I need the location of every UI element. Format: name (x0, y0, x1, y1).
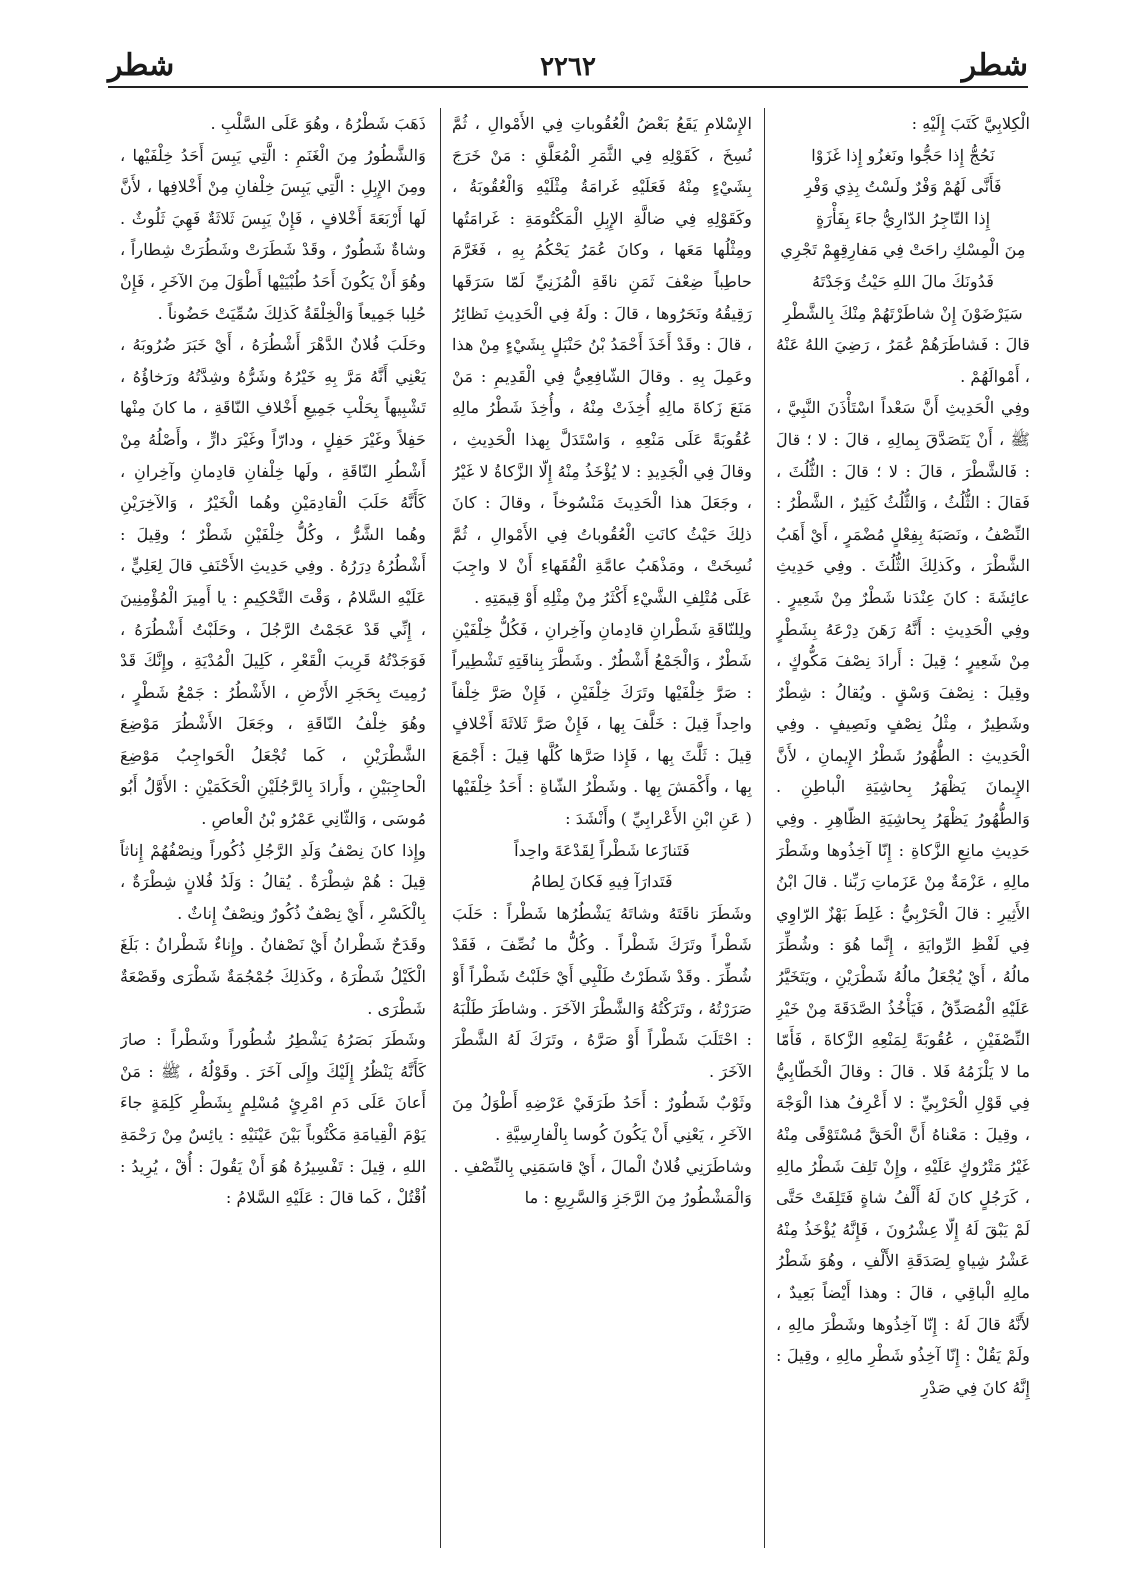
left-para-5: وقَدَحٌ شَطْرانُ أَيْ نَصْفانُ . وإِناءٌ شَطْرانُ : بَلَغَ الْكَيْلُ شَطْرَهُ ، وكَذلِكَ جُمْجُمَةٌ شَطْرَى وقَصْعَةٌ شَطْرَى . (120, 935, 426, 1018)
mid-verse-2: فَتَدارَآ فِيهِ فَكانَ لِطامُ (531, 872, 673, 892)
left-para-6: وشَطَرَ بَصَرُهُ يَشْطِرُ شُطُوراً وشَطْراً : صارَ كَأَنَّهُ يَنْظُرُ إِلَيْكَ وإِلَى آخَرَ . وقَوْلُهُ ، ﷺ : مَنْ أَعانَ عَلَى دَمِ امْرِئٍ مُسْلِمٍ بِشَطْرِ كَلِمَةٍ جاءَ يَوْمَ الْقِيامَةِ مَكْتُوباً بَيْنَ عَيْنَيْهِ : يائِسٌ مِنْ رَحْمَةِ اللهِ ، قِيلَ : تَفْسِيرُهُ هُوَ أَنْ يَقُولَ : أُقْ ، يُرِيدُ : اُقْتُلْ ، كَما قالَ : عَلَيْهِ السَّلامُ : (120, 1030, 426, 1208)
right-verse-4: مِنَ الْمِسْكِ راحَتْ فِي مَفارِقِهِمْ تَجْرِي (780, 240, 1026, 260)
mid-para-1: الإِسْلامِ يَقَعُ بَعْضُ الْعُقُوباتِ فِي الأَمْوالِ ، ثُمَّ نُسِخَ ، كَقَوْلِهِ فِي الثَّمَرِ الْمُعَلَّقِ : مَنْ خَرَجَ بِشَيْءٍ مِنْهُ فَعَلَيْهِ غَرامَةُ مِثْلَيْهِ وَالْعُقُوبَةُ ، وكَقَوْلِهِ فِي ضالَّةِ الإِبِلِ الْمَكْتُومَةِ : غَرامَتُها ومِثْلُها مَعَها ، وكانَ عُمَرُ يَحْكُمُ بِهِ ، فَغَرَّمَ حاطِباً ضِعْفَ ثَمَنِ ناقَةِ الْمُزَنِيِّ لَمّا سَرَقَها رَقِيقُهُ ونَحَرُوها ، قالَ : ولَهُ فِي الْحَدِيثِ نَظائِرُ ، قالَ : وقَدْ أَخَذَ أَحْمَدُ بْنُ حَنْبَلٍ بِشَيْءٍ مِنْ هذا وعَمِلَ بِهِ . وقالَ الشّافِعِيُّ فِي الْقَدِيمِ : مَنْ مَنَعَ زَكاةَ مالِهِ أُخِذَتْ مِنْهُ ، وأُخِذَ شَطْرُ مالِهِ عُقُوبَةً عَلَى مَنْعِهِ ، وَاسْتَدَلَّ بِهذا الْحَدِيثِ ، وقالَ فِي الْجَدِيدِ : لا يُؤْخَذُ مِنْهُ إِلّا الزَّكاةُ لا غَيْرُ ، وجَعَلَ هذا الْحَدِيثَ مَنْسُوخاً ، وقالَ : كانَ ذلِكَ حَيْثُ كانَتِ الْعُقُوباتُ فِي الأَمْوالِ ، ثُمَّ نُسِخَتْ ، ومَذْهَبُ عامَّةِ الْفُقَهاءِ أَنْ لا واجِبَ عَلَى مُتْلِفِ الشَّيْءِ أَكْثَرُ مِنْ مِثْلِهِ أَوْ قِيمَتِهِ . (452, 114, 752, 607)
left-para-2: وَالشَّطُورُ مِنَ الْغَنَمِ : الَّتِي يَبِسَ أَحَدُ خِلْفَيْها ، ومِنَ الإِبِلِ : الَّتِي يَبِسَ خِلْفانِ مِنْ أَخْلافِها ، لأَنَّ لَها أَرْبَعَةَ أَخْلافٍ ، فَإِنْ يَبِسَ ثَلاثَةٌ فَهِيَ ثَلُوثٌ . وشاةٌ شَطُورٌ ، وقَدْ شَطَرَتْ وشَطُرَتْ شِطاراً ، وهُوَ أَنْ يَكُونَ أَحَدُ طُبْيَيْها أَطْوَلَ مِنَ الآخَرِ ، فَإِنْ حُلِبا جَمِيعاً وَالْخِلْقَةُ كَذلِكَ سُمِّيَتْ حَضُوناً . (120, 145, 426, 323)
mid-para-4: وثَوْبٌ شَطُورٌ : أَحَدُ طَرَفَيْ عَرْضِهِ أَطْوَلُ مِنَ الآخَرِ ، يَعْنِي أَنْ يَكُونَ كُوسا بِالْفارِسِيَّةِ . (452, 1093, 752, 1144)
right-verse-5: فَدُونَكَ مالَ اللهِ حَيْثُ وَجَدْتَهُ (812, 271, 994, 291)
page-number: ٢٢٦٢ (540, 52, 596, 82)
right-verse-1: نَحُجُّ إِذا حَجُّوا ونَغزُو إِذا غَزَوْا (811, 145, 995, 165)
right-para-2: قالَ : فَشاطَرَهُمْ عُمَرُ ، رَضِيَ اللهُ عَنْهُ ، أَمْوالَهُمْ . (776, 335, 1030, 386)
column-middle (452, 108, 752, 1548)
column-left (120, 108, 426, 1548)
left-para-4: وإِذا كانَ نِصْفُ وَلَدِ الرَّجُلِ ذُكُوراً ونِصْفُهُمْ إِناثاً قِيلَ : هُمْ شِطْرَةٌ . يُقالُ : وَلَدُ فُلانٍ شِطْرَةٌ ، بِالْكَسْرِ ، أَيْ نِصْفٌ ذُكُورٌ ونِصْفٌ إِناثٌ . (120, 840, 426, 923)
left-para-3: وحَلَبَ فُلانٌ الدَّهْرَ أَشْطُرَهُ ، أَيْ خَبَرَ ضُرُوبَهُ ، يَعْنِي أَنَّهُ مَرَّ بِهِ خَيْرُهُ وشَرُّهُ وشِدَّتُهُ ورَخاؤُهُ ، تَشْبِيهاً بِحَلْبِ جَمِيعِ أَخْلافِ النّاقَةِ ، ما كانَ مِنْها حَفِلاً وغَيْرَ حَفِلٍ ، ودارّاً وغَيْرَ دارٍّ ، وأَصْلُهُ مِنْ أَشْطُرِ النّاقَةِ ، ولَها خِلْفانِ قادِمانِ وآخِرانِ ، كَأَنَّهُ حَلَبَ الْقادِمَيْنِ وهُما الْخَيْرُ ، وَالآخِرَيْنِ وهُما الشَّرُّ ، وكُلُّ خِلْفَيْنِ شَطْرٌ ؛ وقِيلَ : أَشْطُرُهُ دِرَرُهُ . وفِي حَدِيثِ الأَحْنَفِ قالَ لِعَلِيٍّ ، عَلَيْهِ السَّلامُ ، وَقْتَ التَّحْكِيمِ : يا أَمِيرَ الْمُؤْمِنِينَ ، إِنِّي قَدْ عَجَمْتُ الرَّجُلَ ، وحَلَبْتُ أَشْطُرَهُ ، فَوَجَدْتُهُ قَرِيبَ الْقَعْرِ ، كَلِيلَ الْمُدْيَةِ ، وإِنَّكَ قَدْ رُمِيتَ بِحَجَرِ الأَرْضِ ، الأَشْطُرُ : جَمْعُ شَطْرٍ ، وهُوَ خِلْفُ النّاقَةِ ، وجَعَلَ الأَشْطُرَ مَوْضِعَ الشَّطْرَيْنِ ، كَما تُجْعَلُ الْحَواجِبُ مَوْضِعَ الْحاجِبَيْنِ ، وأَرادَ بِالرَّجُلَيْنِ الْحَكَمَيْنِ : الأَوَّلُ أَبُو مُوسَى ، وَالثّانِي عَمْرُو بْنُ الْعاصِ . (120, 335, 426, 829)
mid-para-2: ولِلنّاقَةِ شَطْرانِ قادِمانِ وآخِرانِ ، فَكُلُّ خِلْفَيْنِ شَطْرٌ ، وَالْجَمْعُ أَشْطُرٌ . وشَطَّرَ بِناقَتِهِ تَشْطِيراً : صَرَّ خِلْفَيْها وتَرَكَ خِلْفَيْنِ ، فَإِنْ صَرَّ خِلْفاً واحِداً قِيلَ : خَلَّفَ بِها ، فَإِنْ صَرَّ ثَلاثَةَ أَخْلافٍ قِيلَ : ثَلَّثَ بِها ، فَإِذا صَرَّها كُلَّها قِيلَ : أَجْمَعَ بِها ، وأَكْمَشَ بِها . وشَطْرُ الشّاةِ : أَحَدُ خِلْفَيْها ( عَنِ ابْنِ الأَعْرابِيِّ ) وأَنْشَدَ : (452, 619, 752, 829)
mid-para-3: وشَطَرَ ناقَتَهُ وشاتَهُ يَشْطُرُها شَطْراً : حَلَبَ شَطْراً وتَرَكَ شَطْراً . وكُلُّ ما نُصِّفَ ، فَقَدْ شُطِّرَ . وقَدْ شَطَرْتُ طَلْبِي أَيْ حَلَبْتُ شَطْراً أَوْ صَرَرْتُهُ ، وتَرَكْتُهُ وَالشَّطْرَ الآخَرَ . وشاطَرَ طَلْبَهُ : احْتَلَبَ شَطْراً أَوْ صَرَّهُ ، وتَرَكَ لَهُ الشَّطْرَ الآخَرَ . (452, 903, 752, 1081)
right-para-1: الْكِلابِيَّ كَتَبَ إِلَيْهِ : (911, 114, 1030, 133)
right-para-3: وفِي الْحَدِيثِ أَنَّ سَعْداً اسْتَأْذَنَ النَّبِيَّ ، ﷺ ، أَنْ يَتَصَدَّقَ بِمالِهِ ، قالَ : لا ؛ قالَ : فَالشَّطْرَ ، قالَ : لا ؛ قالَ : الثُّلُثَ ، فَقالَ : الثُّلُثُ ، وَالثُّلُثُ كَثِيرٌ ، الشَّطْرُ : النِّصْفُ ، ونَصَبَهُ بِفِعْلٍ مُضْمَرٍ ، أَيْ أَهَبُ الشَّطْرَ ، وكَذلِكَ الثُّلُثَ . وفِي حَدِيثِ عائِشَةَ : كانَ عِنْدَنا شَطْرٌ مِنْ شَعِيرٍ . وفِي الْحَدِيثِ : أَنَّهُ رَهَنَ دِرْعَهُ بِشَطْرٍ مِنْ شَعِيرٍ ؛ قِيلَ : أَرادَ نِصْفَ مَكُّوكٍ ، وقِيلَ : نِصْفَ وَسْقٍ . ويُقالُ : شِطْرٌ وشَطِيرٌ ، مِثْلُ نِصْفٍ ونَصِيفٍ . وفِي الْحَدِيثِ : الطُّهُورُ شَطْرُ الإِيمانِ ، لأَنَّ الإِيمانَ يَظْهَرُ بِحاشِيَةِ الْباطِنِ . وَالطُّهُورُ يَظْهَرُ بِحاشِيَةِ الظّاهِرِ . وفِي حَدِيثِ مانِعِ الزَّكاةِ : إِنّا آخِذُوها وشَطْرَ مالِهِ ، عَزْمَةٌ مِنْ عَزَماتِ رَبِّنا . قالَ ابْنُ الأَثِيرِ : قالَ الْحَرْبِيُّ : غَلِطَ بَهْزٌ الرّاوِي فِي لَفْظِ الرِّوايَةِ ، إِنَّما هُوَ : وشُطِّرَ مالُهُ ، أَيْ يُجْعَلُ مالُهُ شَطْرَيْنِ ، ويَتَخَيَّرُ عَلَيْهِ الْمُصَدِّقُ ، فَيَأْخُذُ الصَّدَقَةَ مِنْ خَيْرِ النِّصْفَيْنِ ، عُقُوبَةً لِمَنْعِهِ الزَّكاةَ ، فَأَمّا ما لا يَلْزَمُهُ فَلا . قالَ : وقالَ الْخَطّابِيُّ فِي قَوْلِ الْحَرْبِيِّ : لا أَعْرِفُ هذا الْوَجْهَ ، وقِيلَ : مَعْناهُ أَنَّ الْحَقَّ مُسْتَوْفًى مِنْهُ غَيْرُ مَتْرُوكٍ عَلَيْهِ ، وإِنْ تَلِفَ شَطْرُ مالِهِ ، كَرَجُلٍ كانَ لَهُ أَلْفُ شاةٍ فَتَلِفَتْ حَتَّى لَمْ يَبْقَ لَهُ إِلّا عِشْرُونَ ، فَإِنَّهُ يُؤْخَذُ مِنْهُ عَشْرُ شِياهٍ لِصَدَقَةِ الأَلْفِ ، وهُوَ شَطْرُ مالِهِ الْباقِي ، قالَ : وهذا أَيْضاً بَعِيدٌ ، لأَنَّهُ قالَ لَهُ : إِنّا آخِذُوها وشَطْرَ مالِهِ ، ولَمْ يَقُلْ : إِنّا آخِذُو شَطْرِ مالِهِ ، وقِيلَ : إِنَّهُ كانَ فِي صَدْرِ (776, 398, 1030, 1397)
column-divider-left (440, 108, 441, 1548)
mid-para-5: وشاطَرَنِي فُلانٌ الْمالَ ، أَيْ قاسَمَنِي بِالنِّصْفِ . (453, 1156, 752, 1176)
headword-right: شطر (961, 48, 1028, 83)
mid-para-6: وَالْمَشْطُورُ مِنَ الرَّجَزِ وَالسَّرِيعِ : ما (524, 1188, 752, 1208)
right-verse-2: فَأَنَّى لَهُمْ وَفْرٌ ولَسْتُ بِذِي وَفْرِ (804, 177, 1002, 197)
header-rule (108, 86, 1028, 88)
column-right (776, 108, 1030, 1548)
right-verse-6: سَيَرْضَوْنَ إِنْ شاطَرْتَهُمْ مِنْكَ بِالشَّطْرِ (783, 303, 1023, 323)
column-divider-right (764, 108, 765, 1548)
right-verse-3: إِذا التّاجِرُ الدّارِيُّ جاءَ بِفَأْرَةٍ (815, 208, 991, 228)
mid-verse-1: فَتَنازَعا شَطْراً لِقَدْعَةَ واحِداً (514, 840, 690, 860)
page-header (108, 48, 1028, 98)
headword-left: شطر (108, 48, 175, 83)
left-para-1: ذَهَبَ شَطْرُهُ ، وهُوَ عَلَى السَّلْبِ . (210, 114, 426, 133)
